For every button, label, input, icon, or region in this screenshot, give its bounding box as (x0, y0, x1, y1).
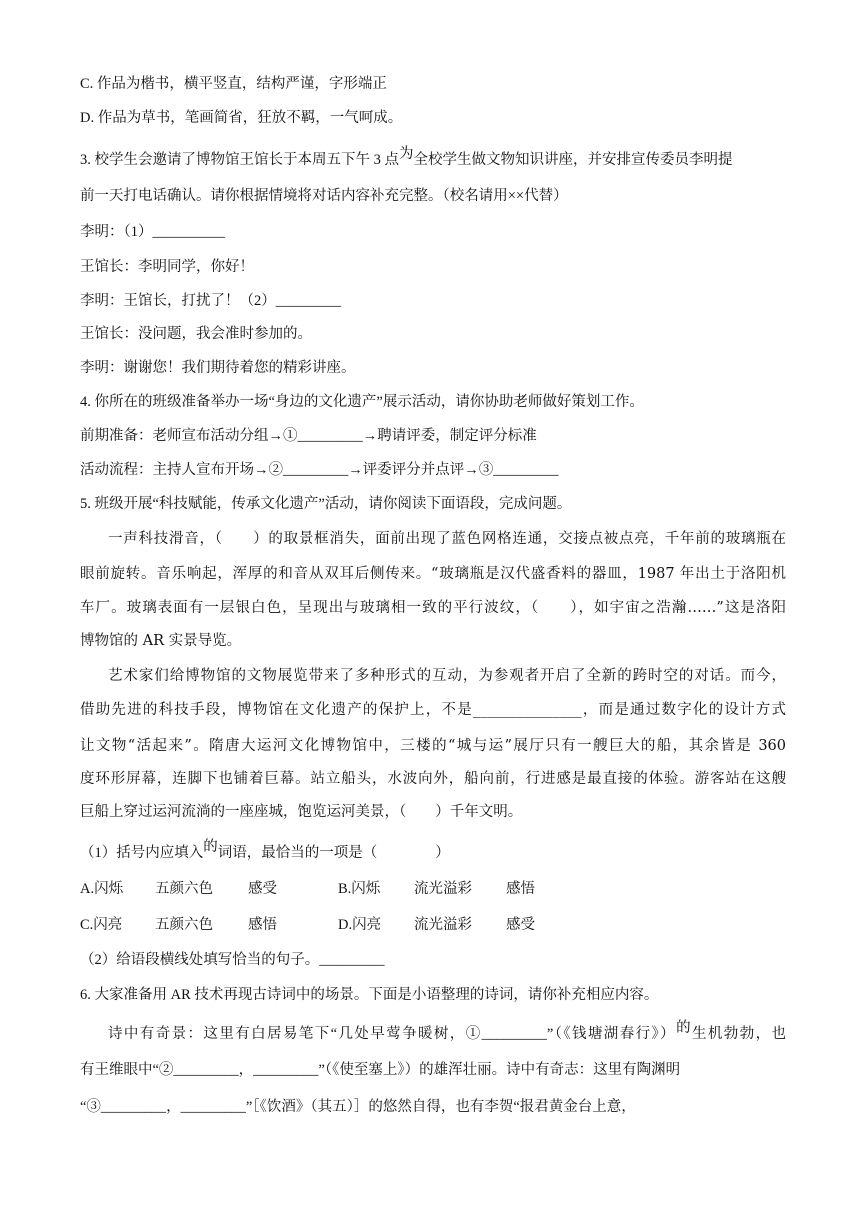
choice-word: 闪烁 (94, 881, 124, 897)
passage-line: 眼前旋转。音乐响起，浑厚的和音从双耳后侧传来。“玻璃瓶是汉代盛香料的器皿，1987 年出土于洛阳机 (80, 566, 786, 582)
passage-line: 度环形屏幕，连脚下也铺着巨幕。站立船头，水波向外，船向前，行进感是最直接的体验。游客站在这艘 (80, 771, 786, 787)
q6-paragraph-line-1 (108, 1017, 786, 1051)
passage-line: 博物馆的 AR 实景导览。 (80, 633, 242, 649)
choice-word: 感受 (248, 881, 277, 897)
choice-a (80, 872, 123, 906)
choice-word: 流光溢彩 (414, 917, 472, 933)
passage-line: 一声科技滑音，（ ）的取景框消失，面前出现了蓝色网格连通，交接点被点亮，千年前的玻璃瓶在 (108, 531, 786, 547)
choice-label: D. (338, 917, 353, 933)
q4-process-line: 活动流程：主持人宣布开场→②_________→评委评分并点评→③_________ (80, 462, 559, 478)
dialogue-line: 王馆长：没问题，我会准时参加的。 (80, 326, 312, 342)
q4-preparation-line: 前期准备：老师宣布活动分组→①_________→聘请评委，制定评分标准 (80, 428, 537, 444)
q6-line1-part-a: 诗中有奇景：这里有白居易笔下“几处早莺争暖树，①_________”（《钱塘湖春行》） (108, 1026, 677, 1042)
passage-line: 艺术家们给博物馆的文物展览带来了多种形式的互动，为参观者开启了全新的跨时空的对话。而今， (108, 668, 786, 684)
choice-d (338, 908, 381, 942)
choice-word: 流光溢彩 (414, 881, 472, 897)
passage-line: 让文物“活起来”。隋唐大运河文化博物馆中，三楼的“城与运”展厅只有一艘巨大的船，其余皆是 360 (80, 738, 786, 754)
choice-word: 感受 (506, 917, 535, 933)
dialogue-line: 王馆长：李明同学，你好！ (80, 259, 254, 275)
choice-label: A. (80, 881, 95, 897)
sub1-raised-char: 的 (203, 839, 218, 855)
q6-paragraph-line-2: 有王维眼中“②_________，_________”（《使至塞上》）的雄浑壮丽。诗中有奇志：这里有陶渊明 (80, 1062, 681, 1078)
choice-label: B. (338, 881, 352, 897)
dialogue-line: 李明：（1）__________ (80, 224, 225, 240)
passage-line: 借助先进的科技手段，博物馆在文化遗产的保护上，不是_______________，而是通过数字化的设计方式 (80, 702, 786, 718)
q3-stem-part-a: 3. 校学生会邀请了博物馆王馆长于本周五下午 3 点 (80, 152, 399, 168)
choice-word: 五颜六色 (155, 881, 213, 897)
q3-stem-line-2: 前一天打电话确认。请你根据情境将对话内容补充完整。（校名请用××代替） (80, 188, 568, 204)
q5-sub-question-2: （2）给语段横线处填写恰当的句子。_________ (80, 952, 385, 968)
choice-word: 感悟 (248, 917, 277, 933)
choice-word: 感悟 (506, 881, 535, 897)
q6-line1-part-b: 生机勃勃，也 (691, 1026, 786, 1042)
q6-paragraph-line-3: “③_________，_________”［《饮酒》（其五）］的悠然自得，也有李贺“报君黄金台上意， (80, 1099, 636, 1115)
choice-word: 闪亮 (93, 917, 123, 933)
sub1-part-b: 词语，最恰当的一项是（ ） (217, 845, 450, 861)
choice-label: C. (80, 917, 94, 933)
choices-row-1 (80, 872, 786, 906)
choice-c (80, 908, 122, 942)
choice-word: 闪亮 (352, 917, 382, 933)
q3-stem-raised-char: 为 (399, 146, 414, 162)
q6-stem: 6. 大家准备用 AR 技术再现古诗词中的场景。下面是小语整理的诗词，请你补充相应内容。 (80, 987, 659, 1003)
q2-option-d: D. 作品为草书，笔画简省，狂放不羁，一气呵成。 (80, 110, 403, 126)
choice-word: 闪烁 (351, 881, 381, 897)
q3-stem-line-1 (80, 143, 786, 177)
dialogue-line: 李明：谢谢您！我们期待着您的精彩讲座。 (80, 360, 356, 376)
choice-b (338, 872, 380, 906)
sub1-part-a: （1）括号内应填入 (80, 845, 204, 861)
q5-sub-question-1 (80, 836, 786, 870)
q3-stem-part-b: 全校学生做文物知识讲座，并安排宣传委员李明提 (413, 152, 733, 168)
dialogue-line: 李明：王馆长，打扰了！（2）_________ (80, 293, 341, 309)
q6-line1-raised-char: 的 (676, 1020, 692, 1036)
q2-option-c: C. 作品为楷书，横平竖直，结构严谨，字形端正 (80, 76, 387, 92)
passage-line: 巨船上穿过运河流淌的一座座城，饱览运河美景，（ ）千年文明。 (80, 804, 523, 820)
choices-row-2 (80, 908, 786, 942)
choice-word: 五颜六色 (155, 917, 213, 933)
q5-stem: 5. 班级开展“科技赋能，传承文化遗产”活动，请你阅读下面语段，完成问题。 (80, 496, 572, 512)
passage-line: 车厂。玻璃表面有一层银白色，呈现出与玻璃相一致的平行波纹，（ ），如宇宙之浩瀚……”这是洛阳 (80, 600, 786, 616)
q4-stem: 4. 你所在的班级准备举办一场“身边的文化遗产”展示活动，请你协助老师做好策划工作。 (80, 394, 644, 410)
